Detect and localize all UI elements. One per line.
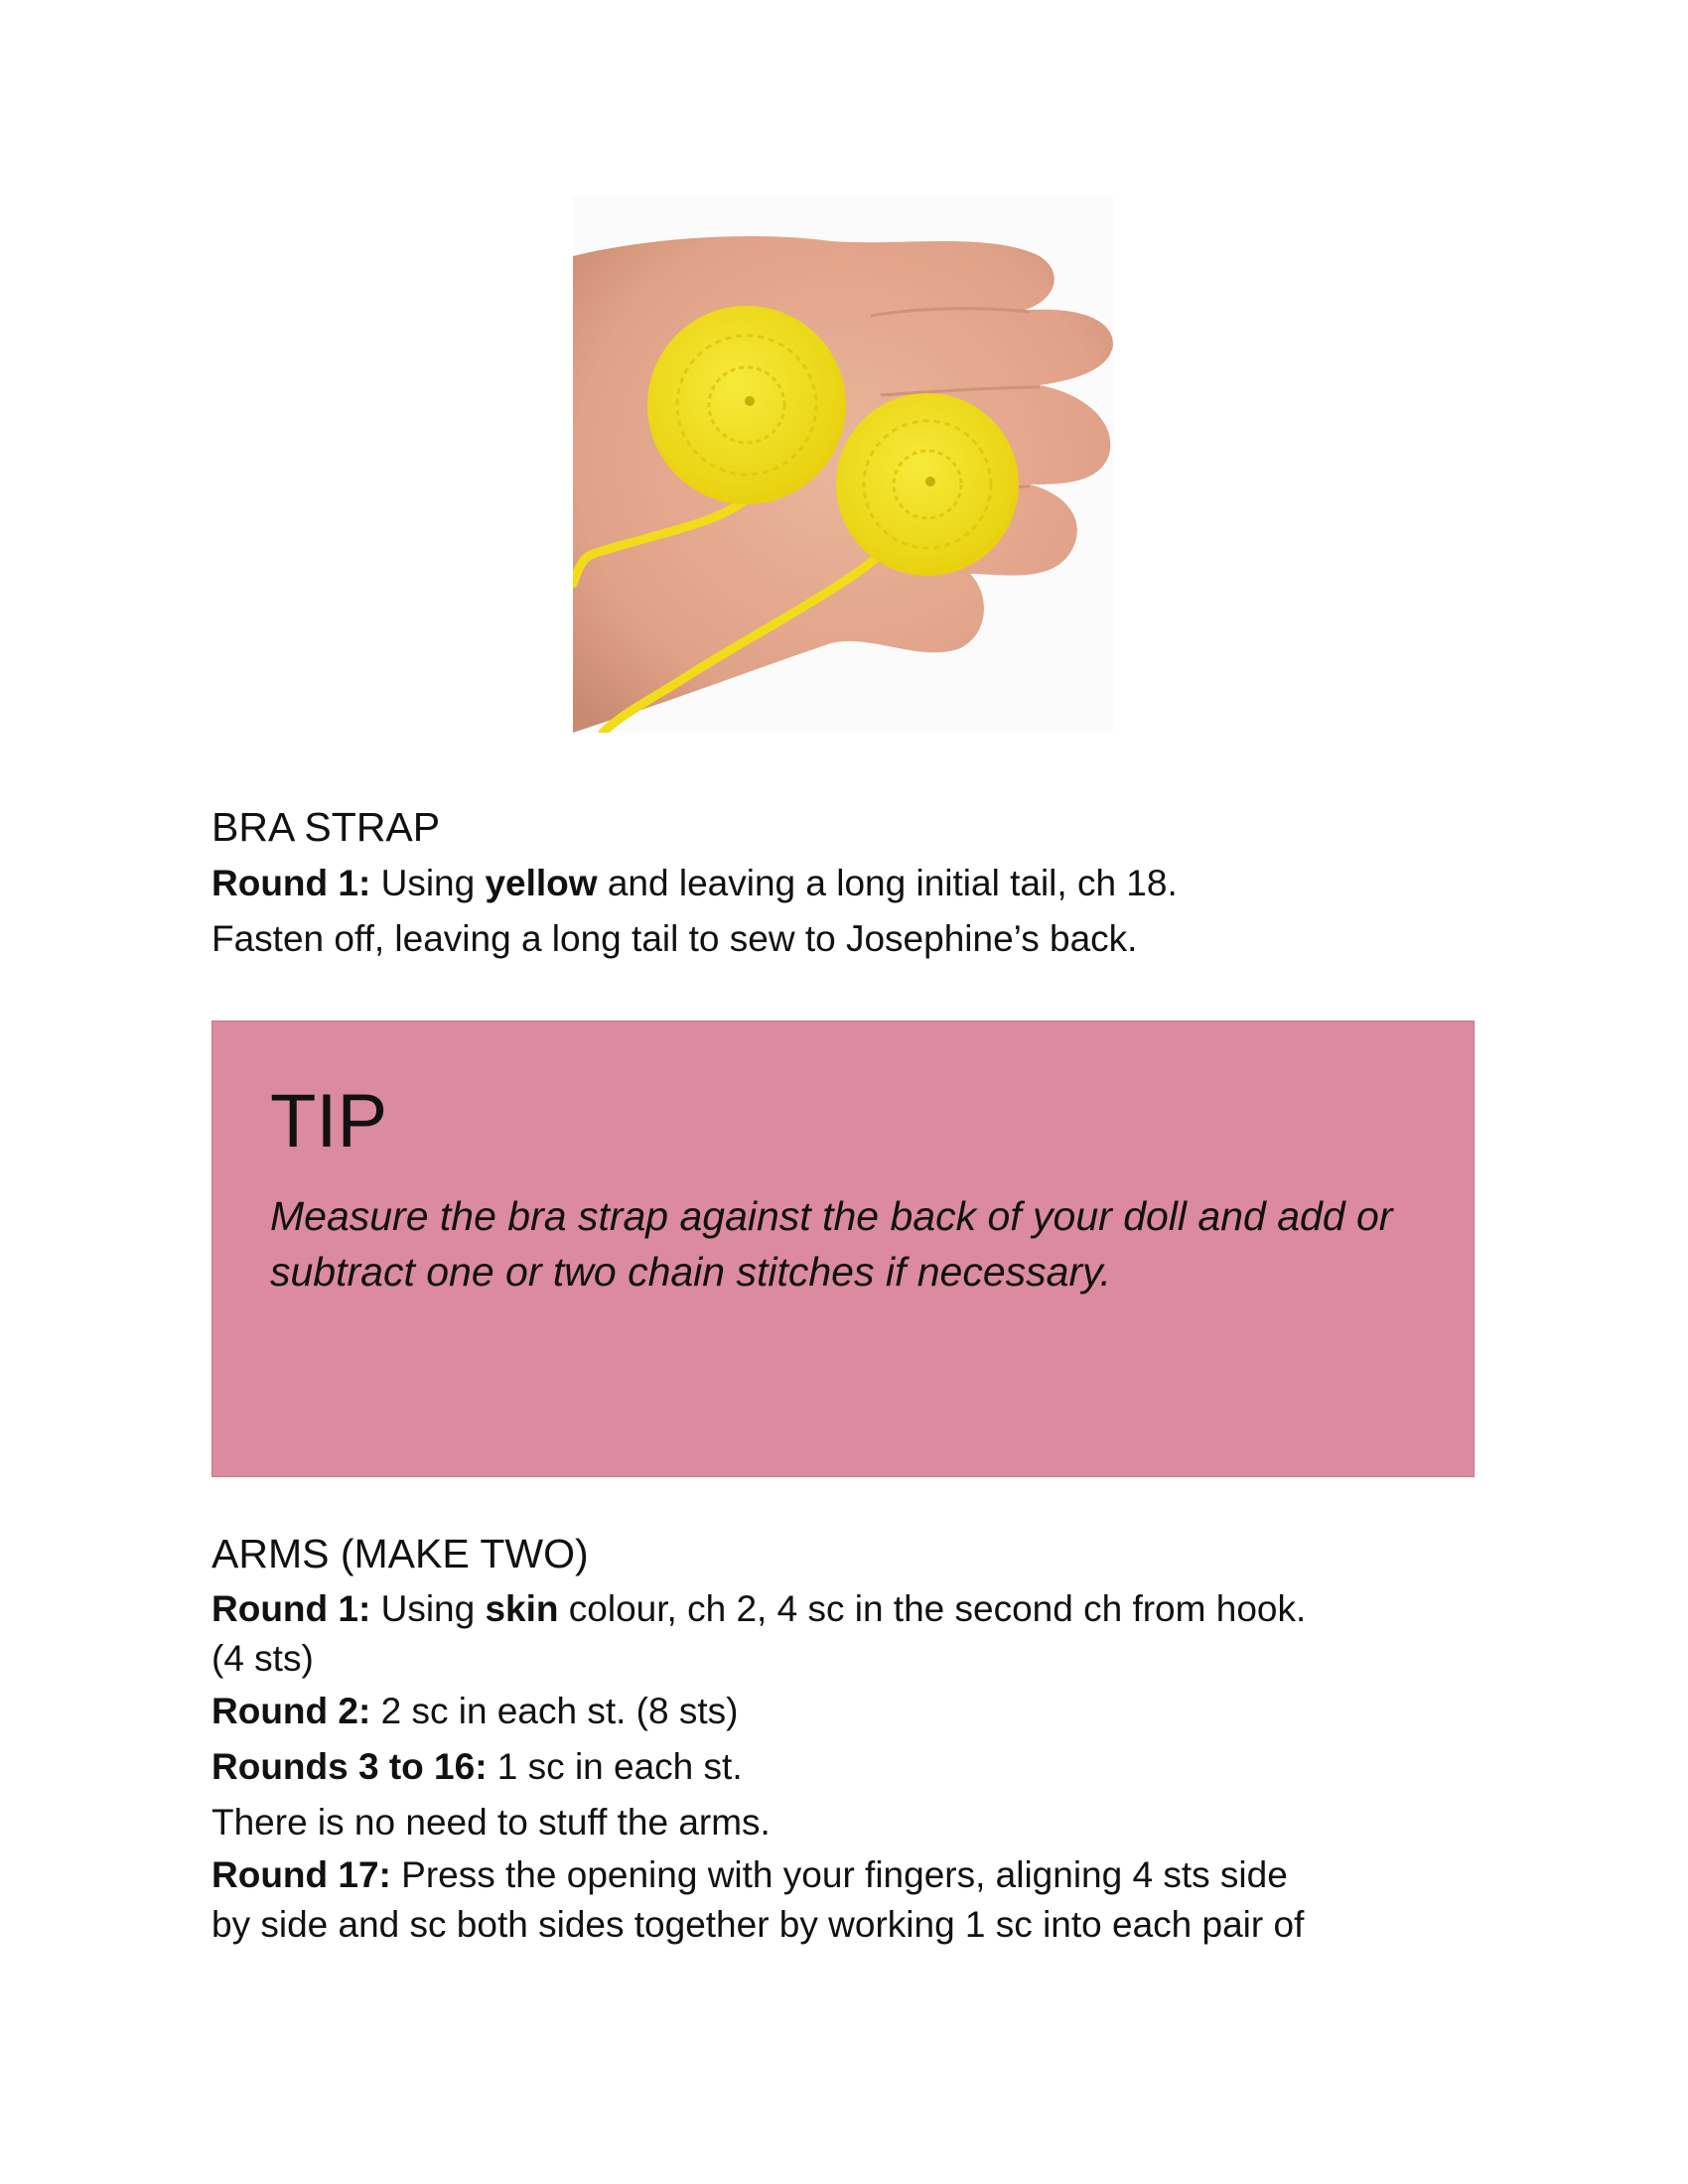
round-label: Round 2:	[211, 1691, 371, 1731]
text-segment: and leaving a long initial tail, ch 18.	[597, 863, 1178, 903]
arms-heading: ARMS (MAKE TWO)	[211, 1531, 589, 1576]
arms-section	[211, 1529, 1492, 1950]
arms-round-1	[211, 1584, 1492, 1634]
text-segment: Using	[370, 1588, 486, 1629]
round-label: Round 17:	[211, 1854, 391, 1895]
round-label: Rounds 3 to 16:	[211, 1746, 488, 1787]
arms-round-1-count: (4 sts)	[211, 1638, 314, 1679]
text-segment: colour, ch 2, 4 sc in the second ch from hook.	[558, 1588, 1307, 1629]
bra-strap-fasten-off: Fasten off, leaving a long tail to sew to Josephine’s back.	[211, 918, 1138, 959]
arms-round-17	[211, 1850, 1492, 1900]
round-label: Round 1:	[211, 863, 371, 903]
crochet-photo	[573, 197, 1113, 733]
bra-strap-round-1	[211, 856, 1492, 911]
yarn-colour: yellow	[485, 863, 598, 903]
text-segment: 2 sc in each st. (8 sts)	[370, 1691, 739, 1731]
text-segment: Using	[370, 863, 486, 903]
round-label: Round 1:	[211, 1588, 371, 1629]
text-segment: Press the opening with your fingers, aligning 4 sts side	[390, 1854, 1288, 1895]
text-segment: 1 sc in each st.	[487, 1746, 743, 1787]
crochet-circles-photo-icon	[573, 197, 1113, 733]
yarn-colour: skin	[485, 1588, 559, 1629]
bra-strap-section	[211, 802, 1492, 967]
arms-round-17-cont: by side and sc both sides together by working 1 sc into each pair of	[211, 1904, 1305, 1945]
arms-rounds-3-16	[211, 1739, 1492, 1795]
tip-box	[211, 1021, 1475, 1477]
tip-body: Measure the bra strap against the back of your doll and add or subtract one or two chain stitches if necessary.	[270, 1193, 1393, 1295]
arms-stuffing-note: There is no need to stuff the arms.	[211, 1802, 771, 1843]
arms-round-2	[211, 1684, 1492, 1739]
bra-strap-heading: BRA STRAP	[211, 804, 441, 850]
tip-title: TIP	[270, 1079, 388, 1163]
